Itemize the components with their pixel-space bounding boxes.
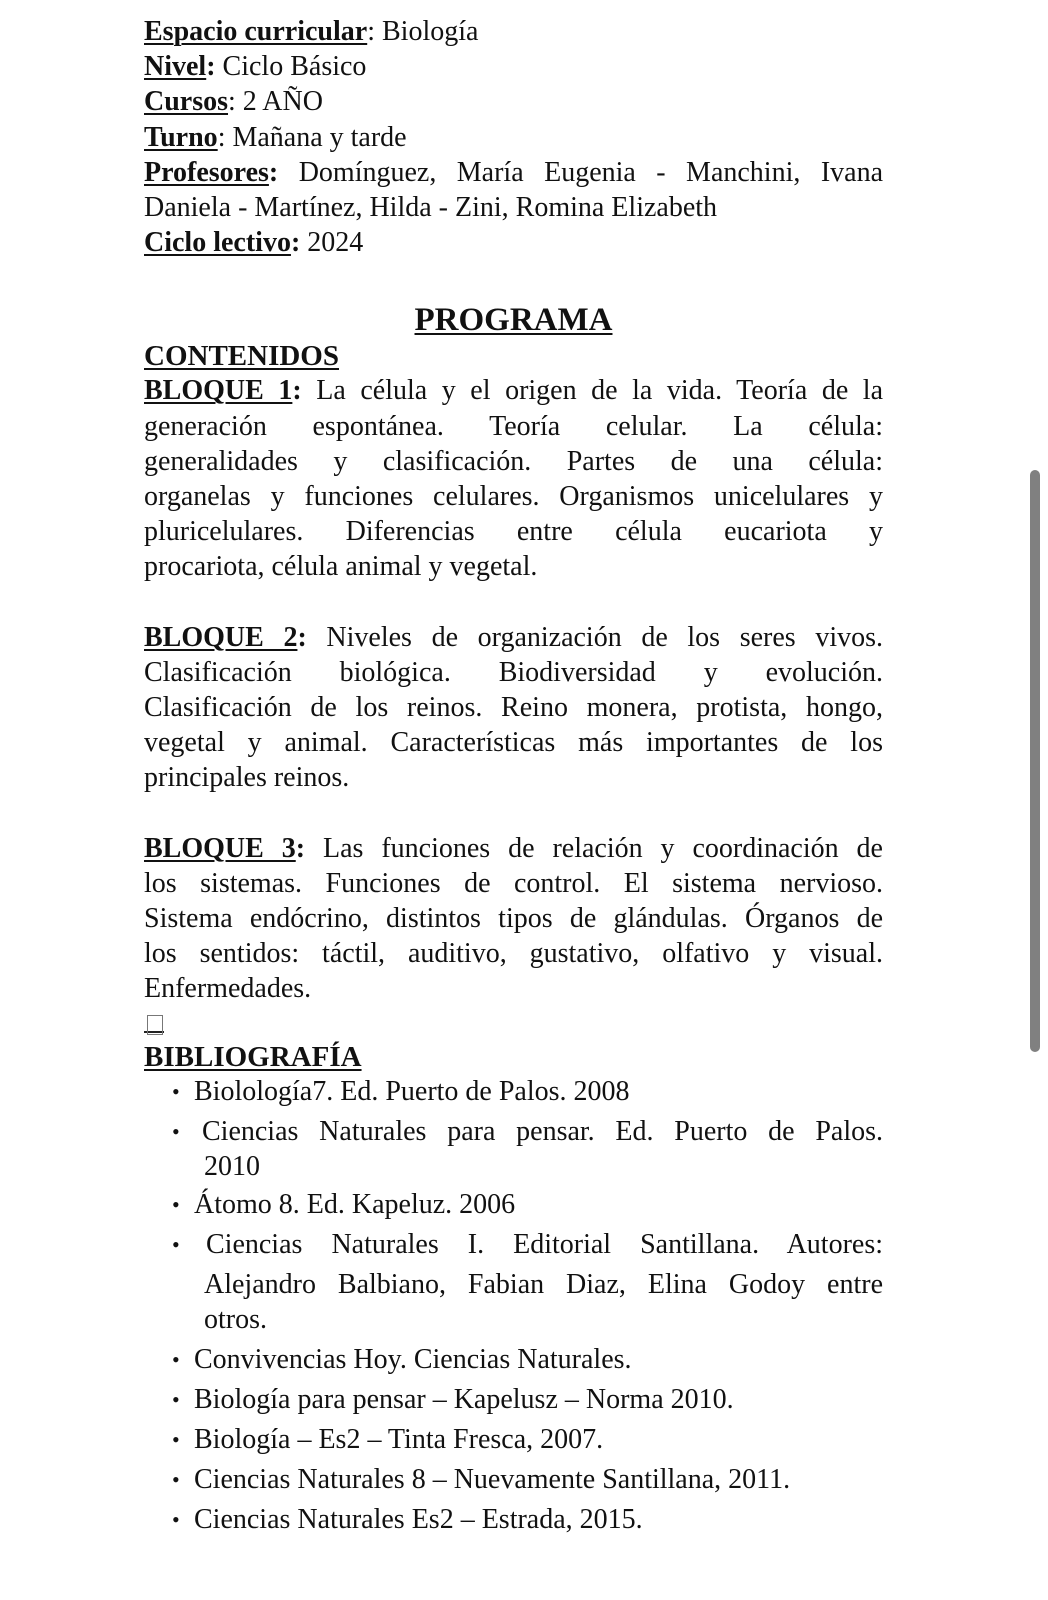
bullet-icon: •	[172, 1191, 180, 1217]
bibliography-item	[144, 1227, 883, 1337]
field-label: Nivel	[144, 51, 207, 83]
field-turno	[144, 120, 883, 155]
field-label: Profesores	[144, 156, 269, 188]
bloque-line: generalidades y clasificación. Partes de una célula:	[144, 445, 883, 477]
spacer	[144, 796, 883, 831]
bloque-line: principales reinos.	[144, 762, 350, 794]
field-value: Mañana y tarde	[232, 121, 407, 153]
bibliography-item	[144, 1114, 883, 1184]
bloque-text: La célula y el origen de la vida. Teoría de la	[316, 375, 884, 407]
bullet-icon: •	[172, 1118, 180, 1144]
missing-glyph-icon	[147, 1015, 163, 1035]
field-profesores-cont: Daniela - Martínez, Hilda - Zini, Romina Elizabeth	[144, 192, 718, 224]
header-info	[144, 14, 883, 260]
field-label: Ciclo lectivo	[144, 227, 291, 259]
field-value: Domínguez, María Eugenia - Manchini, Ivana	[298, 156, 883, 188]
bloque-line: Clasificación biológica. Biodiversidad y evolución.	[144, 656, 883, 688]
bloque-line	[144, 831, 883, 866]
section-heading-bibliografia	[144, 1041, 883, 1074]
field-label: Espacio curricular	[144, 16, 368, 47]
bloque-line: Enfermedades.	[144, 973, 312, 1005]
bloque-line: los sentidos: táctil, auditivo, gustativo, olfativo y visual.	[144, 938, 883, 970]
bibliography-item	[144, 1342, 883, 1377]
field-separator: :	[217, 121, 233, 153]
bloque-colon: :	[292, 375, 302, 407]
bullet-icon: •	[172, 1078, 180, 1104]
bibliography-item	[144, 1187, 883, 1222]
bloque-line: generación espontánea. Teoría celular. La célula:	[144, 410, 883, 442]
bloque-line: Sistema endócrino, distintos tipos de glándulas. Órganos de	[144, 903, 883, 935]
field-label: Turno	[144, 121, 218, 153]
bloque-label: BLOQUE 3	[144, 832, 296, 864]
bloque-line: Clasificación de los reinos. Reino monera, protista, hongo,	[144, 692, 883, 724]
bullet-icon: •	[172, 1386, 180, 1412]
field-separator: :	[228, 86, 243, 118]
bibliography-item	[144, 1074, 883, 1109]
bloque-line: pluricelulares. Diferencias entre célula eucariota y	[144, 516, 883, 548]
bloque-1	[144, 373, 883, 584]
bibliography-text: Biología para pensar – Kapelusz – Norma 2010.	[194, 1383, 734, 1415]
bibliography-text: Biolología7. Ed. Puerto de Palos. 2008	[194, 1075, 630, 1107]
bloque-2	[144, 620, 883, 796]
bibliography-text: Ciencias Naturales I. Editorial Santillana. Autores:	[206, 1228, 883, 1260]
bibliography-text: Biología – Es2 – Tinta Fresca, 2007.	[194, 1423, 604, 1455]
bloque-line	[144, 620, 883, 655]
bloque-text: Las funciones de relación y coordinación de	[322, 832, 883, 864]
bloque-line: procariota, célula animal y vegetal.	[144, 551, 538, 583]
spacer	[144, 585, 883, 620]
field-cursos	[144, 84, 883, 119]
bloque-label: BLOQUE 1	[144, 375, 293, 407]
vertical-scrollbar-thumb[interactable]	[1030, 470, 1040, 1052]
bibliography-text: Ciencias Naturales Es2 – Estrada, 2015.	[194, 1503, 643, 1535]
missing-glyph-underline	[144, 1007, 164, 1033]
field-label: Cursos	[144, 86, 229, 118]
bloque-line: vegetal y animal. Características más importantes de los	[144, 727, 883, 759]
field-separator: :	[290, 227, 301, 259]
page-title-text: PROGRAMA	[414, 302, 613, 339]
bibliography-list	[144, 1074, 883, 1537]
bloque-line: los sistemas. Funciones de control. El sistema nervioso.	[144, 867, 883, 899]
bibliography-item	[144, 1422, 883, 1457]
bullet-icon: •	[172, 1346, 180, 1372]
field-espacio-curricular	[144, 14, 883, 49]
bloque-colon: :	[297, 621, 307, 653]
bloque-3	[144, 831, 883, 1007]
bibliography-text: Convivencias Hoy. Ciencias Naturales.	[194, 1343, 632, 1375]
bloque-line	[144, 373, 883, 408]
bibliography-text: Ciencias Naturales 8 – Nuevamente Santillana, 2011.	[194, 1463, 791, 1495]
field-profesores	[144, 155, 883, 190]
bullet-icon: •	[172, 1231, 180, 1257]
field-value: Ciclo Básico	[222, 51, 367, 83]
bibliography-item	[144, 1502, 883, 1537]
page-title	[144, 300, 883, 340]
bloque-text: Niveles de organización de los seres vivos.	[326, 621, 883, 653]
bloque-label: BLOQUE 2	[144, 621, 298, 653]
field-separator: :	[268, 156, 279, 188]
bloque-colon: :	[295, 832, 306, 864]
bibliography-text: Átomo 8. Ed. Kapeluz. 2006	[194, 1188, 516, 1220]
document-page	[144, 14, 883, 1542]
field-ciclo-lectivo	[144, 225, 883, 260]
bullet-icon: •	[172, 1466, 180, 1492]
section-heading-text: BIBLIOGRAFÍA	[144, 1040, 362, 1073]
bibliography-item	[144, 1462, 883, 1497]
field-separator: :	[367, 16, 382, 47]
field-value: Biología	[381, 16, 479, 47]
field-nivel	[144, 49, 883, 84]
bibliography-text: 2010	[204, 1150, 260, 1182]
field-value: 2 AÑO	[242, 86, 323, 118]
missing-glyph-line	[144, 1007, 883, 1041]
bullet-icon: •	[172, 1506, 180, 1532]
section-heading-text: CONTENIDOS	[144, 340, 339, 373]
bibliography-text: otros.	[204, 1303, 267, 1335]
field-value: 2024	[307, 227, 364, 259]
bibliography-text: Ciencias Naturales para pensar. Ed. Puerto de Palos.	[202, 1115, 883, 1147]
bibliography-item	[144, 1382, 883, 1417]
bullet-icon: •	[172, 1426, 180, 1452]
bibliography-text: Alejandro Balbiano, Fabian Diaz, Elina Godoy entre	[204, 1268, 883, 1300]
bloque-line: organelas y funciones celulares. Organismos unicelulares y	[144, 481, 883, 513]
section-heading-contenidos	[144, 340, 883, 373]
field-separator: :	[206, 51, 216, 83]
